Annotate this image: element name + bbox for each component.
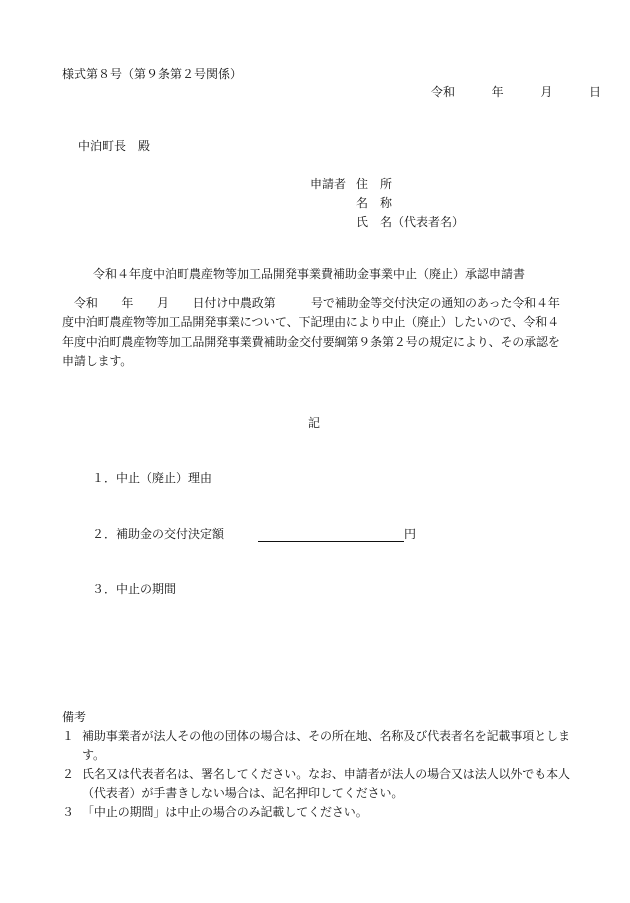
applicant-name-field: 名 称 [356, 196, 393, 210]
remark-item [62, 803, 570, 822]
applicant-address-field: 住 所 [356, 177, 393, 191]
remark-number: １ [62, 729, 75, 743]
addressee: 中泊町長 殿 [78, 139, 151, 153]
remark-item [62, 727, 570, 765]
body-paragraph: 令和 年 月 日付け中農政第 号で補助金等交付決定の通知のあった令和４年度中泊町農産物等加工品開発事業について、下記理由により中止（廃止）したいので、令和４年度中泊町農産物等加工品開発事業費補助金交付要綱第９条第２号の規定により、その承認を申請します。 [62, 296, 560, 369]
remarks-heading: 備考 [62, 710, 87, 724]
ki-heading: 記 [308, 416, 321, 430]
date-month: 月 [540, 85, 553, 99]
document-title: 令和４年度中泊町農産物等加工品開発事業費補助金事業中止（廃止）承認申請書 [93, 267, 526, 281]
remark-item [62, 765, 570, 803]
applicant-label: 申請者 [310, 177, 347, 191]
remark-text: 氏名又は代表者名は、署名してください。なお、申請者が法人の場合又は法人以外でも本人（代表者）が手書きしない場合は、記名押印してください。 [82, 767, 570, 800]
remark-number: ３ [62, 805, 75, 819]
date-line [431, 84, 601, 100]
item-amount-label: ２．補助金の交付決定額 [92, 527, 225, 541]
applicant-representative-field: 氏 名（代表者名） [356, 215, 465, 229]
form-number: 様式第８号（第９条第２号関係） [62, 67, 243, 81]
amount-blank-line [258, 527, 404, 542]
applicant-row-name [310, 194, 464, 213]
item-period: ３．中止の期間 [92, 582, 177, 596]
applicant-block [310, 175, 464, 232]
date-day: 日 [588, 85, 601, 99]
item-amount [92, 526, 416, 542]
item-reason: １．中止（廃止）理由 [92, 471, 213, 485]
amount-unit: 円 [404, 527, 417, 541]
remark-text: 「中止の期間」は中止の場合のみ記載してください。 [82, 805, 368, 819]
remarks-list [62, 727, 570, 822]
date-era: 令和 [431, 85, 456, 99]
applicant-row-representative [310, 213, 464, 232]
date-year: 年 [491, 85, 504, 99]
remark-text: 補助事業者が法人その他の団体の場合は、その所在地、名称及び代表者名を記載事項とします。 [82, 729, 570, 762]
remark-number: ２ [62, 767, 75, 781]
applicant-row-address [310, 175, 464, 194]
